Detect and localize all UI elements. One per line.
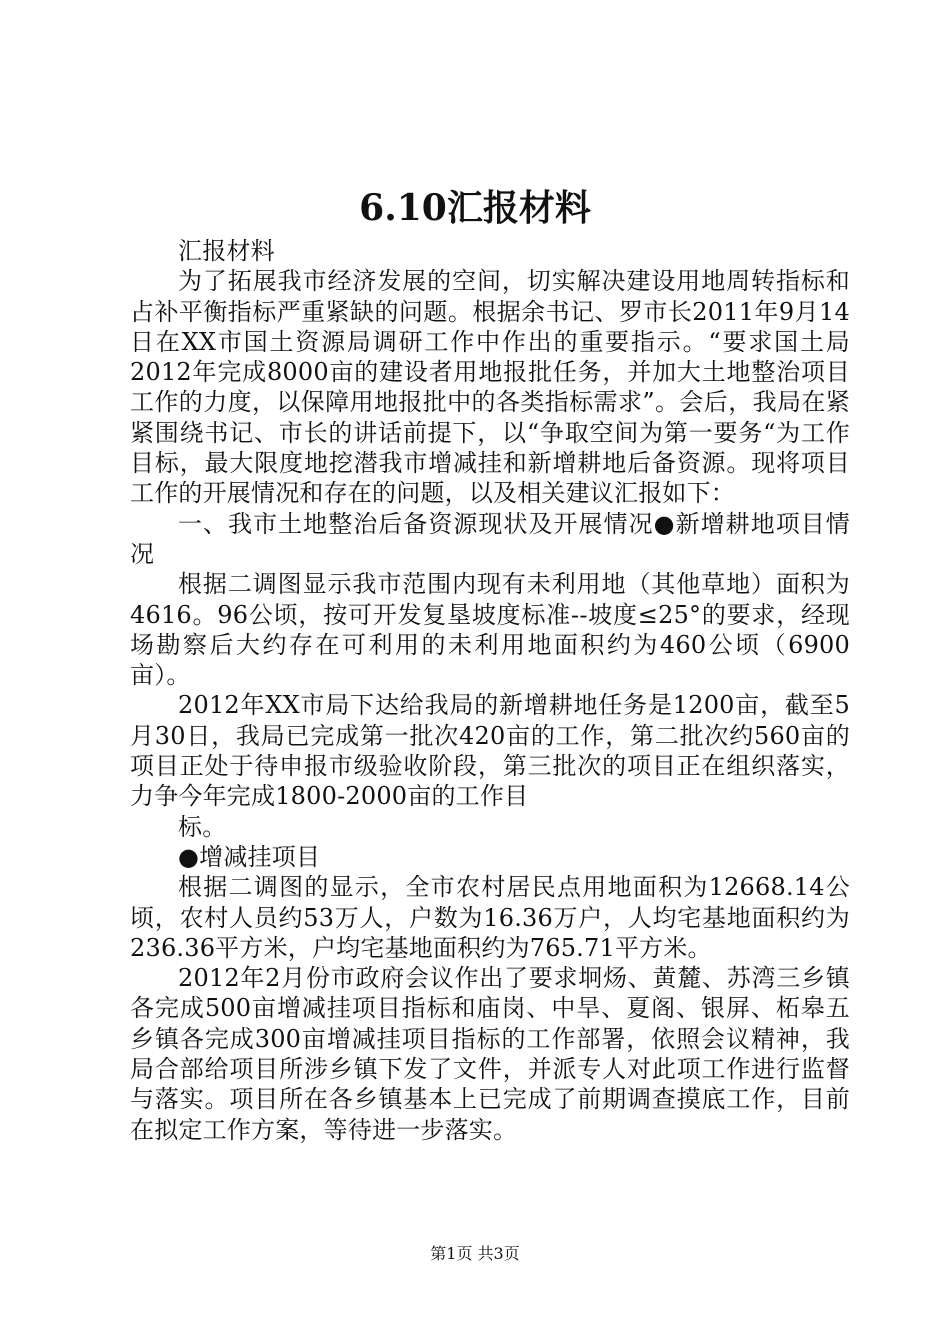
section-heading-2: ●增减挂项目 <box>178 842 321 871</box>
page-footer: 第1页 共3页 <box>430 1244 520 1263</box>
section-heading-1: 一、我市土地整治后备资源现状及开展情况●新增耕地项目情况 <box>130 509 850 568</box>
paragraph-land-area: 根据二调图显示我市范围内现有未利用地（其他草地）面积为4616。96公顷，按可开发复垦坡度标准--坡度≤25°的要求，经现场勘察后大约存在可利用的未利用地面积约为460公顷（6900亩）。 <box>130 570 850 690</box>
document-title: 6.10汇报材料 <box>359 187 591 229</box>
document-body <box>130 236 850 1145</box>
paragraph-continuation: 标。 <box>178 812 227 841</box>
paragraph-intro: 为了拓展我市经济发展的空间，切实解决建设用地周转指标和占补平衡指标严重紧缺的问题。根据余书记、罗市长2011年9月14日在XX市国土资源局调研工作中作出的重要指示。“要求国土局2012年完成8000亩的建设者用地报批任务，并加大土地整治项目工作的力度，以保障用地报批中的各类指标需求”。会后，我局在紧紧围绕书记、市长的讲话前提下，以“争取空间为第一要务“为工作目标，最大限度地挖潜我市增减挂和新增耕地后备资源。现将项目工作的开展情况和存在的问题，以及相关建议汇报如下： <box>130 267 850 508</box>
paragraph-rural-land: 根据二调图的显示，全市农村居民点用地面积为12668.14公顷，农村人员约53万人，户数为16.36万户，人均宅基地面积约为236.36平方米，户均宅基地面积约为765.71平方米。 <box>130 873 850 962</box>
paragraph-cultivated-task: 2012年XX市局下达给我局的新增耕地任务是1200亩，截至5月30日，我局已完成第一批次420亩的工作，第二批次约560亩的项目正处于待申报市级验收阶段，第三批次的项目正在组织落实，力争今年完成1800-2000亩的工作目 <box>130 691 850 811</box>
paragraph-subtitle: 汇报材料 <box>178 237 275 265</box>
paragraph-government-meeting: 2012年2月份市政府会议作出了要求坰炀、黄麓、苏湾三乡镇各完成500亩增减挂项目指标和庙岗、中旱、夏阁、银屏、柘皋五乡镇各完成300亩增减挂项目指标的工作部署，依照会议精神，我局合部给项目所涉乡镇下发了文件，并派专人对此项工作进行监督与落实。项目所在各乡镇基本上已完成了前期调查摸底工作，目前在拟定工作方案，等待进一步落实。 <box>130 964 850 1144</box>
